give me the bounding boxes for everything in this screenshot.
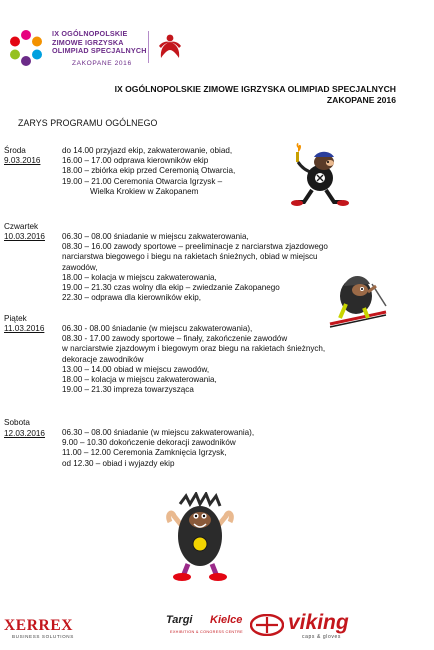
logo-divider (148, 31, 149, 63)
schedule-line: 08.30 - 17.00 zawody sportowe – finały, zakończenie zawodów (62, 334, 288, 344)
day-date-piatek: 11.03.2016 (4, 324, 45, 333)
special-olympics-logo-icon (155, 32, 185, 62)
logo-city: ZAKOPANE 2016 (72, 60, 132, 67)
schedule-line: narciarstwa biegowego i biegu na rakietach śnieżnych, obiad w miejscu (62, 252, 318, 262)
mascot-torch-bearer-icon (284, 140, 354, 210)
schedule-line: 9.00 – 10.30 dokończenie dekoracji zawodników (62, 438, 236, 448)
schedule-line: od 12.30 – obiad i wyjazdy ekip (62, 458, 175, 468)
schedule-line: 06.30 – 08.00 śniadanie w miejscu zakwaterowania, (62, 232, 249, 241)
document-title: IX OGÓLNOPOLSKIE ZIMOWE IGRZYSKA OLIMPIAD SPECJALNYCH (114, 84, 396, 94)
schedule-line: 11.00 – 12.00 Ceremonia Zamknięcia Igrzysk, (62, 448, 227, 458)
schedule-line: 06.30 - 08.00 śniadanie (w miejscu zakwaterowania), (62, 324, 253, 333)
schedule-line: 16.00 – 17.00 odprawa kierowników ekip (62, 156, 209, 166)
schedule-line: 19.00 – 21.30 impreza towarzysząca (62, 385, 194, 395)
day-date-czwartek: 10.03.2016 (4, 232, 45, 241)
day-name-sroda: Środa (4, 146, 26, 155)
viking-emblem-icon (250, 614, 284, 636)
schedule-piatek (62, 324, 325, 395)
sponsor-targi-logo: Targi (166, 614, 193, 626)
mascot-cheering-icon (160, 492, 240, 584)
schedule-line: 19.00 – 21.00 Ceremonia Otwarcia Igrzysk – (62, 176, 223, 186)
logo-line-2: ZIMOWE IGRZYSKA (52, 37, 124, 47)
schedule-sobota (62, 428, 254, 469)
day-name-piatek: Piątek (4, 314, 27, 323)
day-name-czwartek: Czwartek (4, 222, 39, 231)
schedule-line: 22.30 – odprawa dla kierowników ekip, (62, 293, 202, 303)
schedule-line: 06.30 – 08.00 śniadanie (w miejscu zakwaterowania), (62, 428, 255, 437)
schedule-line: zawodów, (62, 262, 98, 272)
sponsor-viking-logo: viking (288, 611, 349, 634)
section-title: ZARYS PROGRAMU OGÓLNEGO (18, 118, 158, 128)
sponsor-xerrex-logo: XERREX (4, 617, 74, 634)
schedule-line: 13.00 – 14.00 obiad w miejscu zawodów, (62, 364, 210, 374)
schedule-line: 08.30 – 16.00 zawody sportowe – preeliminacje z narciarstwa zjazdowego (62, 242, 328, 252)
day-date-sobota: 12.03.2016 (4, 429, 45, 438)
schedule-line: 18.00 – zbiórka ekip przed Ceremonią Otwarcia, (62, 166, 236, 176)
schedule-line: w narciarstwie zjazdowym i biegowym oraz biegu na rakietach śnieżnych, (62, 344, 326, 354)
schedule-sroda (62, 146, 235, 197)
logo-wordmark (52, 30, 147, 56)
schedule-czwartek (62, 232, 328, 303)
schedule-line: 18.00 – kolacja w miejscu zakwaterowania, (62, 272, 217, 282)
schedule-line: Wielka Krokiew w Zakopanem (90, 186, 199, 196)
day-name-sobota: Sobota (4, 418, 30, 427)
logo-line-1: IX OGÓLNOPOLSKIE (52, 29, 128, 38)
document-subtitle: ZAKOPANE 2016 (326, 95, 396, 105)
games-snowflake-logo-icon (6, 28, 46, 68)
schedule-line: 18.00 – kolacja w miejscu zakwaterowania, (62, 374, 217, 384)
sponsor-viking-tagline: caps & gloves (302, 634, 341, 640)
sponsor-targi-tagline: EXHIBITION & CONGRESS CENTRE (170, 630, 243, 634)
mascot-skier-icon (324, 262, 394, 332)
schedule-line: do 14.00 przyjazd ekip, zakwaterowanie, obiad, (62, 146, 233, 155)
day-date-sroda: 9.03.2016 (4, 156, 41, 165)
schedule-line: 19.00 – 21.30 czas wolny dla ekip – zwiedzanie Zakopanego (62, 282, 280, 292)
schedule-line: dekoracje zawodników (62, 354, 144, 364)
sponsor-xerrex-tagline: BUSINESS SOLUTIONS (12, 634, 74, 639)
logo-line-3: OLIMPIAD SPECJALNYCH (52, 46, 147, 56)
sponsor-kielce-logo: Kielce (210, 614, 243, 626)
